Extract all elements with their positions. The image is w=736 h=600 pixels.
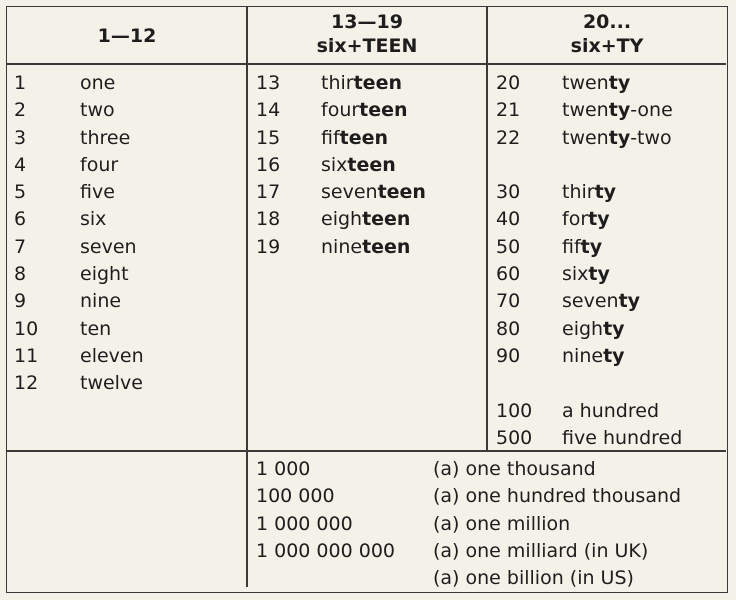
number-digits: 100 000 — [256, 485, 335, 508]
word-suffix: teen — [347, 153, 396, 176]
word-suffix: ty — [608, 72, 631, 94]
number-row — [496, 97, 726, 124]
number-digits: 16 — [256, 153, 281, 176]
number-digits: 12 — [14, 372, 39, 395]
number-digits: 22 — [496, 126, 521, 149]
number-row — [14, 234, 234, 261]
word-stem: six — [562, 263, 589, 286]
number-word — [321, 206, 410, 233]
number-row — [14, 343, 234, 370]
number-word: (a) one hundred thousand — [433, 485, 682, 508]
number-digits: 18 — [256, 208, 281, 231]
divider-col2 — [486, 7, 488, 451]
number-digits: 500 — [496, 426, 533, 449]
number-digits: 90 — [496, 344, 521, 367]
column-1-12 — [14, 70, 234, 398]
header-13-19-range: 13—19 — [331, 11, 403, 33]
number-row — [14, 261, 234, 288]
header-1-12 — [8, 24, 246, 48]
word-suffix: teen — [359, 99, 408, 122]
number-word: two — [80, 99, 115, 122]
number-digits: 40 — [496, 208, 521, 231]
number-word: eleven — [80, 344, 144, 367]
word-stem: fif — [562, 235, 581, 258]
number-row — [14, 370, 234, 397]
word-stem: nine — [562, 344, 604, 367]
number-digits: 10 — [14, 317, 39, 340]
number-digits: 1 000 000 — [256, 512, 353, 535]
number-word: six — [80, 208, 107, 231]
word-suffix: teen — [377, 181, 426, 204]
number-row — [496, 206, 726, 233]
word-suffix: ty — [588, 263, 610, 286]
number-row — [14, 152, 234, 179]
number-word: (a) one thousand — [433, 458, 596, 480]
word-stem: seven — [562, 290, 619, 313]
divider-col1 — [246, 7, 248, 587]
number-word — [562, 206, 610, 233]
word-stem: thir — [321, 72, 354, 94]
number-word — [562, 179, 616, 206]
number-word: ten — [80, 317, 112, 340]
number-digits: 50 — [496, 235, 521, 258]
number-row — [256, 206, 476, 233]
number-row — [14, 288, 234, 315]
number-word: twelve — [80, 372, 143, 395]
number-row — [496, 398, 726, 425]
number-word — [562, 343, 625, 370]
number-word — [321, 125, 388, 152]
number-row — [14, 206, 234, 233]
header-1-12-label: 1—12 — [97, 25, 157, 47]
number-word: (a) one billion (in US) — [433, 567, 634, 590]
number-word: (a) one million — [433, 512, 571, 535]
number-word — [562, 288, 640, 315]
word-suffix: teen — [362, 235, 411, 258]
word-suffix: ty — [588, 208, 610, 231]
number-digits: 13 — [256, 72, 281, 94]
number-row — [496, 343, 726, 370]
header-13-19 — [247, 10, 487, 58]
number-digits: 21 — [496, 99, 521, 122]
number-word: four — [80, 153, 119, 176]
row-spacer — [496, 152, 726, 179]
number-row — [496, 425, 726, 452]
number-row — [14, 97, 234, 124]
word-suffix: ty — [603, 317, 625, 340]
number-row — [256, 179, 476, 206]
number-word — [562, 125, 672, 152]
number-word — [562, 316, 625, 343]
number-row — [256, 97, 476, 124]
word-suffix: ty — [608, 126, 631, 149]
word-suffix: ty — [580, 235, 603, 258]
number-word — [321, 70, 402, 97]
word-suffix: ty — [618, 290, 641, 313]
number-word — [562, 70, 630, 97]
word-stem: eigh — [321, 208, 363, 231]
word-tail: -two — [630, 126, 672, 149]
number-digits: 5 — [14, 181, 27, 204]
number-word — [321, 234, 410, 261]
number-word: three — [80, 126, 131, 149]
number-word: five hundred — [562, 426, 683, 449]
word-suffix: ty — [603, 344, 625, 367]
header-20-plus-rule: six+TY — [570, 35, 644, 57]
number-digits: 7 — [14, 235, 27, 258]
number-word — [562, 261, 610, 288]
number-row — [14, 316, 234, 343]
row-spacer — [496, 370, 726, 397]
number-digits: 30 — [496, 181, 521, 204]
word-stem: twen — [562, 99, 609, 122]
number-digits: 60 — [496, 263, 521, 286]
word-suffix: ty — [608, 99, 631, 122]
header-20-plus-range: 20... — [582, 11, 632, 33]
column-13-19 — [256, 70, 476, 261]
number-word: eight — [80, 263, 129, 286]
number-row — [14, 125, 234, 152]
number-digits: 11 — [14, 344, 39, 367]
number-row — [496, 70, 726, 97]
word-stem: thir — [562, 181, 595, 204]
word-suffix: teen — [362, 208, 411, 231]
word-stem: six — [321, 153, 348, 176]
number-digits: 15 — [256, 126, 281, 149]
number-row — [496, 288, 726, 315]
number-row — [256, 152, 476, 179]
number-row — [496, 179, 726, 206]
number-row — [256, 70, 476, 97]
number-digits: 100 — [496, 399, 533, 422]
header-13-19-rule: six+TEEN — [316, 35, 418, 57]
number-digits: 14 — [256, 99, 281, 122]
number-word: (a) one milliard (in UK) — [433, 539, 649, 562]
number-row — [496, 261, 726, 288]
word-stem: nine — [321, 235, 363, 258]
number-digits: 1 000 000 000 — [256, 539, 396, 562]
number-digits: 70 — [496, 290, 521, 313]
number-digits: 1 000 — [256, 458, 311, 480]
number-word: one — [80, 72, 116, 94]
number-row — [496, 234, 726, 261]
number-digits: 6 — [14, 208, 27, 231]
number-word — [321, 97, 408, 124]
number-row — [256, 234, 476, 261]
number-digits: 9 — [14, 290, 27, 313]
number-digits: 4 — [14, 153, 27, 176]
number-digits: 2 — [14, 99, 27, 122]
number-word — [562, 97, 673, 124]
word-suffix: teen — [353, 72, 402, 94]
number-word: nine — [80, 290, 122, 313]
column-20-plus — [496, 70, 726, 452]
word-stem: four — [321, 99, 360, 122]
word-stem: eigh — [562, 317, 604, 340]
number-word: a hundred — [562, 399, 660, 422]
number-row — [256, 125, 476, 152]
header-20-plus — [487, 10, 727, 58]
word-stem: fif — [321, 126, 340, 149]
word-tail: -one — [630, 99, 673, 122]
number-word: seven — [80, 235, 137, 258]
word-suffix: ty — [594, 181, 617, 204]
number-word — [562, 234, 602, 261]
divider-header — [7, 63, 726, 65]
number-row — [14, 179, 234, 206]
number-digits: 19 — [256, 235, 281, 258]
number-digits: 8 — [14, 263, 27, 286]
number-word: five — [80, 181, 115, 204]
number-digits: 20 — [496, 72, 521, 94]
number-digits: 3 — [14, 126, 27, 149]
word-stem: for — [562, 208, 589, 231]
number-row — [14, 70, 234, 97]
word-stem: seven — [321, 181, 378, 204]
number-digits: 1 — [14, 72, 27, 94]
number-word — [321, 179, 426, 206]
number-row — [496, 125, 726, 152]
number-digits: 80 — [496, 317, 521, 340]
word-stem: twen — [562, 126, 609, 149]
number-row — [496, 316, 726, 343]
number-word — [321, 152, 396, 179]
word-stem: twen — [562, 72, 609, 94]
word-suffix: teen — [339, 126, 389, 149]
number-digits: 17 — [256, 181, 281, 204]
